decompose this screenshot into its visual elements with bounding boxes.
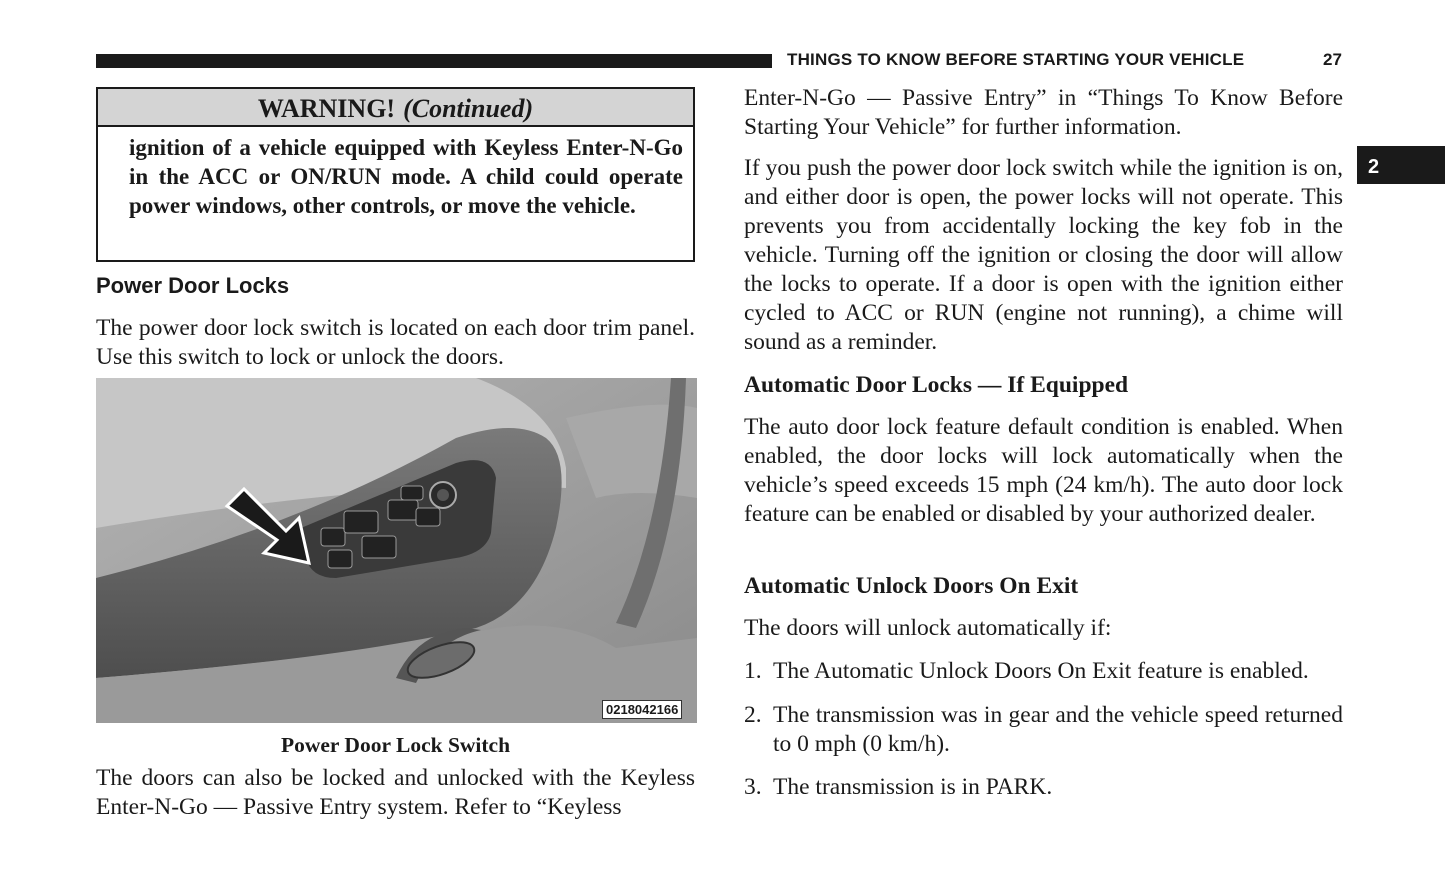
list-item-text: The transmission was in gear and the vehicle speed returned to 0 mph (0 km/h).	[773, 702, 1343, 757]
list-item	[744, 701, 1343, 759]
paragraph-unlock-conditions: The doors will unlock automatically if:	[744, 615, 1112, 641]
heading-automatic-door-locks: Automatic Door Locks — If Equipped	[744, 372, 1129, 398]
paragraph-switch-location: The power door lock switch is located on each door trim panel. Use this switch to lock or unlock the doors.	[96, 315, 695, 370]
paragraph-keyless-entry: The doors can also be locked and unlocked with the Keyless Enter-N-Go — Passive Entry system. Refer to “Keyless	[96, 765, 695, 820]
warning-title: WARNING!	[257, 94, 396, 123]
paragraph-auto-lock: The auto door lock feature default condition is enabled. When enabled, the door locks will lock automatically when the vehicle’s speed exceeds 15 mph (24 km/h). The auto door lock feature can be enabled or disabled by your authorized dealer.	[744, 414, 1343, 527]
figure-caption: Power Door Lock Switch	[280, 733, 511, 757]
running-header: THINGS TO KNOW BEFORE STARTING YOUR VEHICLE	[787, 50, 1245, 69]
warning-header	[98, 89, 693, 127]
warning-text: ignition of a vehicle equipped with Keyless Enter-N-Go in the ACC or ON/RUN mode. A child could operate power windows, other controls, or move the vehicle.	[129, 135, 683, 218]
figure-id-label: 0218042166	[602, 700, 682, 719]
list-item-text: The transmission is in PARK.	[773, 774, 1053, 800]
list-item-number: 3.	[744, 774, 762, 800]
list-item-text: The Automatic Unlock Doors On Exit feature is enabled.	[773, 658, 1309, 684]
paragraph-ignition-warning: If you push the power door lock switch while the ignition is on, and either door is open, the power locks will not operate. This prevents you from accidentally locking the key fob in the vehicle. Turning off the ignition or closing the door will allow the locks to operate. If a door is open with the ignition either cycled to ACC or RUN (engine not running), a chime will sound as a reminder.	[744, 155, 1343, 355]
list-item-number: 1.	[744, 658, 762, 684]
list-item-number: 2.	[744, 702, 762, 728]
chapter-tab: 2	[1357, 146, 1445, 184]
warning-box	[96, 87, 695, 262]
warning-continued: (Continued)	[403, 94, 534, 123]
section-heading-power-door-locks: Power Door Locks	[96, 273, 290, 298]
header-rule	[96, 54, 772, 68]
list-item	[744, 657, 1343, 686]
paragraph-continuation: Enter-N-Go — Passive Entry” in “Things To Know Before Starting Your Vehicle” for further information.	[744, 85, 1343, 140]
page-number: 27	[1323, 50, 1342, 69]
list-item	[744, 773, 1343, 802]
door-lock-switch-illustration	[96, 378, 697, 723]
heading-unlock-on-exit: Automatic Unlock Doors On Exit	[744, 573, 1079, 599]
